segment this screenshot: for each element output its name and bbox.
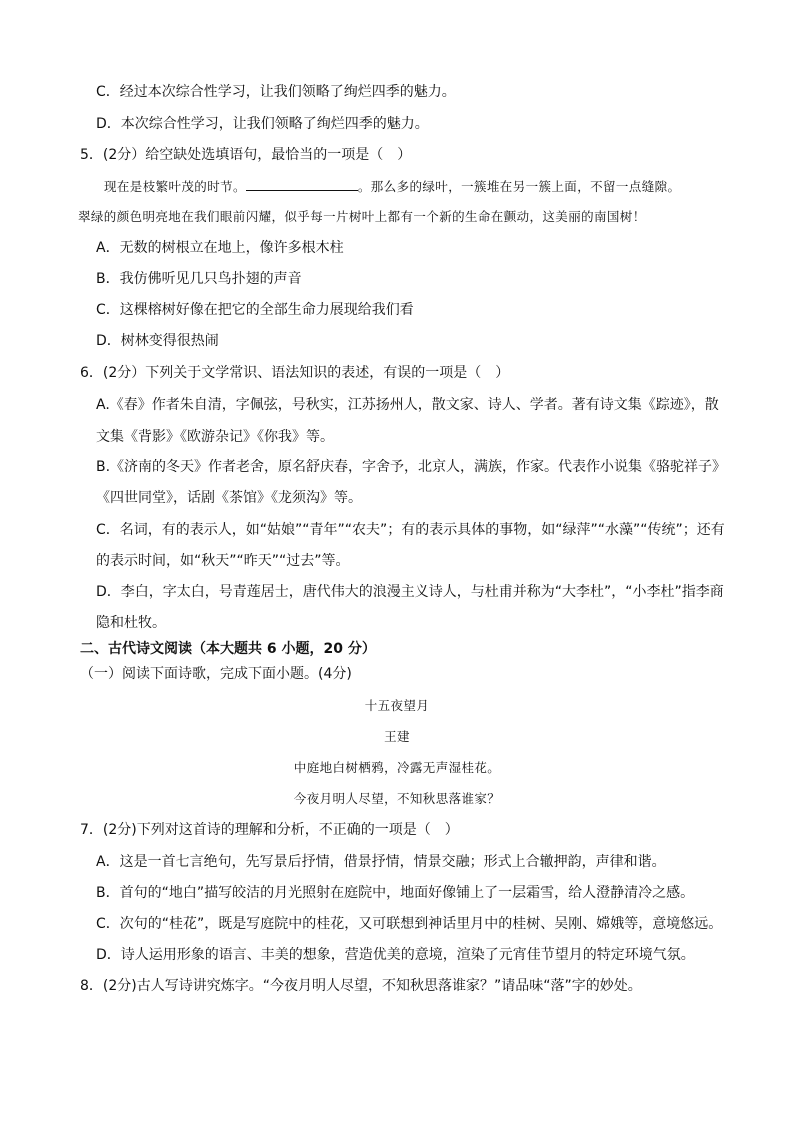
q8-stem: 8．(2分)古人写诗讲究炼字。“今夜月明人尽望，不知秋思落谁家？”请品味“落”字的妙处。: [80, 978, 642, 994]
q5-stem: 5．(2分）给空缺处选填语句，最恰当的一项是（ ）: [80, 147, 412, 163]
q7-option-b: B．首句的“地白”描写皎洁的月光照射在庭院中，地面好像铺上了一层霜雪，给人澄静清冷之感。: [96, 885, 695, 901]
q6-option-d-line-2: 隐和杜牧。: [96, 615, 166, 631]
q5-passage-text-before: 现在是枝繁叶茂的时节。: [104, 179, 246, 194]
q6-option-c-line-1: C．名词，有的表示人，如“姑娘”“青年”“农夫”；有的表示具体的事物，如“绿萍”“水藻”“传统”；还有: [96, 522, 725, 538]
q5-passage-text-after: 。那么多的绿叶，一簇堆在另一簇上面，不留一点缝隙。: [357, 179, 681, 194]
q4-option-d: D．本次综合性学习，让我们领略了绚烂四季的魅力。: [96, 116, 429, 132]
q4-option-c: C．经过本次综合性学习，让我们领略了绚烂四季的魅力。: [96, 84, 456, 100]
q5-passage-line-1: [104, 176, 680, 197]
q6-option-a-line-1: A.《春》作者朱自清，字佩弦，号秋实，江苏扬州人，散文家、诗人、学者。著有诗文集《踪迹》，散: [96, 397, 719, 413]
section-heading: 二、古代诗文阅读（本大题共 6 小题，20 分）: [80, 641, 376, 657]
q5-passage-line-2: 翠绿的颜色明亮地在我们眼前闪耀，似乎每一片树叶上都有一个新的生命在颤动，这美丽的南国树！: [78, 209, 646, 224]
poem-author: 王建: [384, 729, 410, 744]
poem-line-1: 中庭地白树栖鸦，冷露无声湿桂花。: [293, 760, 501, 775]
q7-option-d: D．诗人运用形象的语言、丰美的想象，营造优美的意境，渲染了元宵佳节望月的特定环境气氛。: [96, 947, 695, 963]
section-sub-heading: （一）阅读下面诗歌，完成下面小题。(4分): [80, 666, 352, 682]
poem-title: 十五夜望月: [364, 698, 430, 713]
q6-option-b-line-1: B.《济南的冬天》作者老舍，原名舒庆春，字舍予，北京人，满族，作家。代表作小说集《骆驼祥子》: [96, 459, 727, 475]
q7-stem: 7．(2分)下列对这首诗的理解和分析，不正确的一项是（ ）: [80, 822, 459, 838]
poem-line-2: 今夜月明人尽望，不知秋思落谁家？: [293, 791, 501, 806]
q5-option-a: A．无数的树根立在地上，像许多根木柱: [96, 240, 344, 256]
q6-stem: 6．(2分）下列关于文学常识、语法知识的表述，有误的一项是（ ）: [80, 365, 510, 381]
q7-option-c: C．次句的“桂花”，既是写庭院中的桂花，又可联想到神话里月中的桂树、吴刚、嫦娥等，意境悠远。: [96, 916, 723, 932]
q5-option-d: D．树林变得很热闹: [96, 333, 219, 349]
q5-answer-blank: [246, 176, 358, 191]
q7-option-a: A．这是一首七言绝句，先写景后抒情，借景抒情，情景交融；形式上合辙押韵，声律和谐。: [96, 854, 666, 870]
q6-option-b-line-2: 《四世同堂》，话剧《茶馆》《龙须沟》等。: [96, 490, 362, 506]
q6-option-a-line-2: 文集《背影》《欧游杂记》《你我》等。: [96, 429, 334, 445]
q5-option-b: B．我仿佛听见几只鸟扑翅的声音: [96, 271, 302, 287]
q6-option-c-line-2: 的表示时间，如“秋天”“昨天”“过去”等。: [96, 553, 350, 569]
q6-option-d-line-1: D．李白，字太白，号青莲居士，唐代伟大的浪漫主义诗人，与杜甫并称为“大李杜”，“小李杜”指李商: [96, 584, 724, 600]
q5-option-c: C．这棵榕树好像在把它的全部生命力展现给我们看: [96, 302, 414, 318]
